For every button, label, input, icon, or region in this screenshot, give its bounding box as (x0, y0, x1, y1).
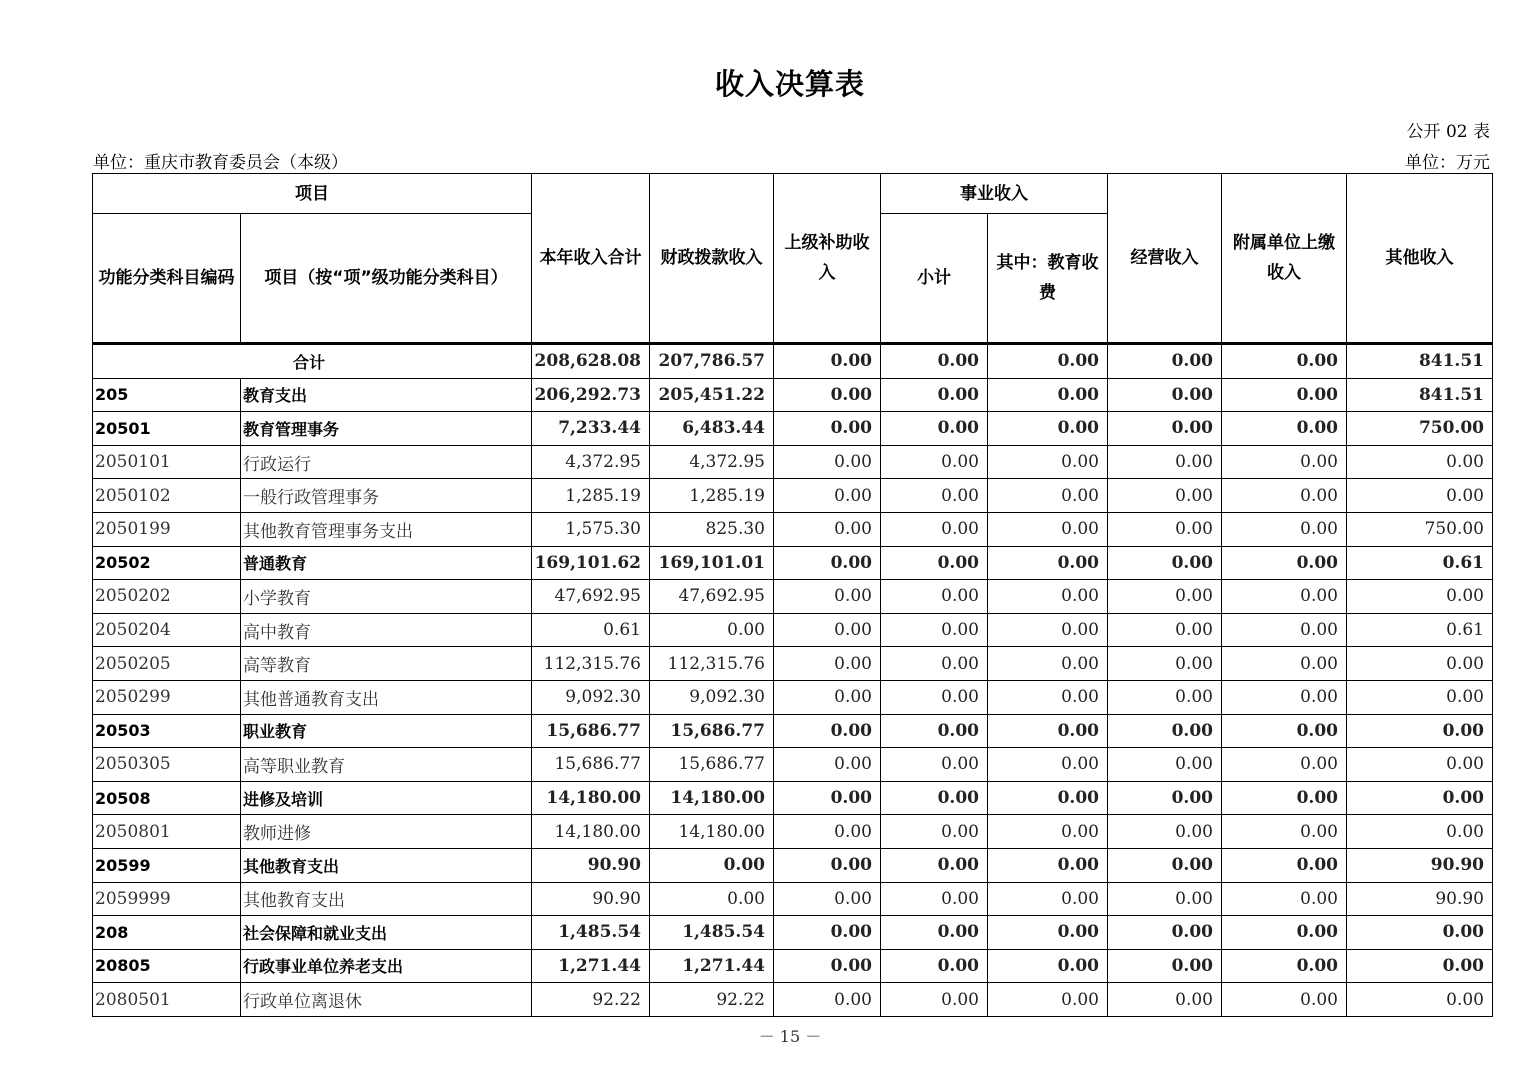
row-value: 15,686.77 (532, 714, 650, 748)
row-value: 0.00 (1108, 748, 1222, 782)
header-project: 项目 (93, 174, 532, 214)
header-superior: 上级补助收入 (774, 174, 881, 344)
table-row (93, 949, 1493, 983)
row-value: 0.00 (1347, 714, 1493, 748)
row-value: 750.00 (1347, 512, 1493, 546)
income-statement-table (92, 173, 1493, 1017)
table-row (93, 647, 1493, 681)
row-value: 0.00 (1222, 714, 1347, 748)
row-value: 15,686.77 (650, 714, 774, 748)
row-value: 0.00 (988, 916, 1108, 950)
row-name: 职业教育 (241, 714, 532, 748)
row-code: 2050305 (93, 748, 241, 782)
row-value: 0.00 (1347, 748, 1493, 782)
row-value: 0.00 (1108, 680, 1222, 714)
row-value: 92.22 (532, 983, 650, 1017)
row-value: 0.00 (1222, 412, 1347, 446)
row-value: 0.00 (774, 748, 881, 782)
row-value: 0.00 (988, 714, 1108, 748)
row-value: 0.00 (1347, 916, 1493, 950)
total-cell: 207,786.57 (650, 344, 774, 379)
table-row (93, 445, 1493, 479)
total-cell: 0.00 (988, 344, 1108, 379)
row-value: 0.00 (988, 815, 1108, 849)
row-name: 行政单位离退休 (241, 983, 532, 1017)
row-value: 0.00 (1222, 647, 1347, 681)
row-value: 0.00 (774, 580, 881, 614)
row-value: 0.00 (774, 983, 881, 1017)
row-value: 0.00 (988, 647, 1108, 681)
row-name: 其他教育支出 (241, 848, 532, 882)
row-code: 2050801 (93, 815, 241, 849)
row-value: 0.00 (650, 848, 774, 882)
row-value: 0.00 (1108, 815, 1222, 849)
row-value: 0.00 (774, 512, 881, 546)
row-value: 0.00 (1347, 479, 1493, 513)
row-value: 206,292.73 (532, 378, 650, 412)
row-value: 0.00 (881, 748, 988, 782)
row-value: 750.00 (1347, 412, 1493, 446)
row-value: 0.00 (881, 983, 988, 1017)
row-value: 0.00 (774, 714, 881, 748)
form-number: 公开 02 表 (1406, 122, 1490, 142)
row-value: 0.00 (988, 546, 1108, 580)
header-other: 其他收入 (1347, 174, 1493, 344)
row-name: 教育管理事务 (241, 412, 532, 446)
row-value: 0.00 (1108, 848, 1222, 882)
row-value: 0.00 (988, 445, 1108, 479)
row-value: 6,483.44 (650, 412, 774, 446)
row-value: 0.00 (1347, 815, 1493, 849)
header-business-group: 事业收入 (881, 174, 1108, 214)
row-value: 90.90 (532, 848, 650, 882)
row-value: 841.51 (1347, 378, 1493, 412)
row-value: 0.00 (774, 882, 881, 916)
row-value: 4,372.95 (650, 445, 774, 479)
row-value: 0.00 (1108, 378, 1222, 412)
row-value: 0.00 (1222, 983, 1347, 1017)
row-name: 教师进修 (241, 815, 532, 849)
row-value: 14,180.00 (532, 815, 650, 849)
row-value: 0.00 (881, 546, 988, 580)
total-row (93, 344, 1493, 379)
row-value: 0.00 (1222, 445, 1347, 479)
row-value: 0.00 (988, 748, 1108, 782)
row-value: 169,101.62 (532, 546, 650, 580)
row-value: 0.00 (988, 848, 1108, 882)
page-number: － 15 － (758, 1027, 822, 1046)
row-code: 205 (93, 378, 241, 412)
table-row (93, 882, 1493, 916)
row-value: 0.00 (774, 781, 881, 815)
row-code: 2050205 (93, 647, 241, 681)
row-value: 0.00 (1108, 882, 1222, 916)
row-name: 进修及培训 (241, 781, 532, 815)
table-row (93, 580, 1493, 614)
row-value: 0.00 (1222, 848, 1347, 882)
row-value: 0.00 (988, 378, 1108, 412)
row-value: 0.00 (988, 512, 1108, 546)
row-value: 1,485.54 (650, 916, 774, 950)
header-code: 功能分类科目编码 (93, 214, 241, 344)
row-value: 0.00 (1222, 882, 1347, 916)
row-value: 0.00 (881, 647, 988, 681)
row-value: 0.00 (1108, 613, 1222, 647)
unit-organization: 单位：重庆市教育委员会（本级） (93, 153, 348, 173)
row-value: 205,451.22 (650, 378, 774, 412)
row-value: 0.00 (881, 512, 988, 546)
row-value: 825.30 (650, 512, 774, 546)
header-subtotal: 小计 (881, 214, 988, 344)
table-row (93, 815, 1493, 849)
row-value: 0.00 (774, 815, 881, 849)
table-row (93, 680, 1493, 714)
row-code: 208 (93, 916, 241, 950)
row-code: 2059999 (93, 882, 241, 916)
row-value: 92.22 (650, 983, 774, 1017)
row-value: 0.00 (774, 378, 881, 412)
row-value: 0.00 (881, 949, 988, 983)
row-value: 0.00 (1222, 680, 1347, 714)
header-name: 项目（按“项”级功能分类科目） (241, 214, 532, 344)
row-value: 0.00 (1108, 512, 1222, 546)
row-value: 112,315.76 (532, 647, 650, 681)
row-name: 高中教育 (241, 613, 532, 647)
row-value: 1,285.19 (532, 479, 650, 513)
row-name: 社会保障和就业支出 (241, 916, 532, 950)
row-value: 0.00 (774, 680, 881, 714)
header-affiliated: 附属单位上缴收入 (1222, 174, 1347, 344)
table-row (93, 748, 1493, 782)
row-value: 0.00 (1222, 815, 1347, 849)
row-value: 7,233.44 (532, 412, 650, 446)
table-row (93, 983, 1493, 1017)
row-value: 47,692.95 (532, 580, 650, 614)
row-value: 0.00 (1222, 916, 1347, 950)
row-value: 1,271.44 (532, 949, 650, 983)
row-value: 0.00 (881, 680, 988, 714)
row-value: 47,692.95 (650, 580, 774, 614)
row-name: 普通教育 (241, 546, 532, 580)
row-name: 一般行政管理事务 (241, 479, 532, 513)
table-row (93, 479, 1493, 513)
row-value: 0.00 (988, 882, 1108, 916)
row-value: 0.00 (774, 412, 881, 446)
total-cell: 208,628.08 (532, 344, 650, 379)
row-value: 0.00 (988, 412, 1108, 446)
row-value: 0.00 (1108, 479, 1222, 513)
table-row (93, 714, 1493, 748)
row-value: 0.00 (774, 848, 881, 882)
row-value: 1,285.19 (650, 479, 774, 513)
row-value: 0.00 (1108, 647, 1222, 681)
table-row (93, 848, 1493, 882)
row-code: 2050102 (93, 479, 241, 513)
row-value: 0.00 (1108, 781, 1222, 815)
row-value: 0.00 (1222, 580, 1347, 614)
row-value: 0.00 (1108, 916, 1222, 950)
row-value: 0.00 (1108, 580, 1222, 614)
row-value: 0.00 (1108, 546, 1222, 580)
row-value: 4,372.95 (532, 445, 650, 479)
page-title: 收入决算表 (714, 67, 865, 101)
unit-currency: 单位：万元 (1405, 153, 1490, 173)
header-total: 本年收入合计 (532, 174, 650, 344)
row-value: 0.00 (1222, 546, 1347, 580)
row-value: 14,180.00 (650, 781, 774, 815)
total-cell: 0.00 (1108, 344, 1222, 379)
row-value: 9,092.30 (532, 680, 650, 714)
row-value: 1,271.44 (650, 949, 774, 983)
row-value: 0.00 (774, 546, 881, 580)
row-value: 0.00 (774, 949, 881, 983)
row-value: 90.90 (532, 882, 650, 916)
row-value: 0.00 (1222, 781, 1347, 815)
row-value: 0.61 (1347, 613, 1493, 647)
header-edu-fee: 其中：教育收费 (988, 214, 1108, 344)
row-value: 0.00 (881, 882, 988, 916)
row-value: 0.00 (1108, 445, 1222, 479)
row-value: 0.00 (650, 882, 774, 916)
total-cell: 841.51 (1347, 344, 1493, 379)
row-value: 90.90 (1347, 848, 1493, 882)
row-code: 20501 (93, 412, 241, 446)
table-row (93, 546, 1493, 580)
table-row (93, 781, 1493, 815)
row-name: 其他普通教育支出 (241, 680, 532, 714)
table-row (93, 412, 1493, 446)
row-code: 20503 (93, 714, 241, 748)
row-value: 0.00 (1108, 983, 1222, 1017)
row-value: 0.00 (1222, 512, 1347, 546)
row-value: 1,485.54 (532, 916, 650, 950)
row-value: 0.00 (774, 445, 881, 479)
row-value: 0.00 (881, 479, 988, 513)
row-value: 0.61 (532, 613, 650, 647)
row-code: 2050299 (93, 680, 241, 714)
row-value: 0.00 (988, 680, 1108, 714)
total-label: 合计 (93, 344, 532, 379)
row-value: 0.00 (881, 412, 988, 446)
row-value: 0.00 (1347, 647, 1493, 681)
row-value: 0.00 (774, 479, 881, 513)
table-row (93, 378, 1493, 412)
row-code: 2050204 (93, 613, 241, 647)
row-value: 0.00 (1222, 748, 1347, 782)
row-value: 0.00 (881, 378, 988, 412)
row-value: 0.00 (774, 613, 881, 647)
row-value: 0.00 (988, 949, 1108, 983)
header-operating: 经营收入 (1108, 174, 1222, 344)
row-code: 2080501 (93, 983, 241, 1017)
row-name: 高等职业教育 (241, 748, 532, 782)
row-code: 20599 (93, 848, 241, 882)
row-value: 0.00 (988, 479, 1108, 513)
row-value: 14,180.00 (532, 781, 650, 815)
row-value: 0.00 (881, 580, 988, 614)
row-value: 15,686.77 (650, 748, 774, 782)
row-code: 20805 (93, 949, 241, 983)
row-value: 0.00 (881, 714, 988, 748)
header-fiscal: 财政拨款收入 (650, 174, 774, 344)
row-value: 0.00 (1222, 378, 1347, 412)
row-code: 20508 (93, 781, 241, 815)
row-value: 0.00 (1347, 949, 1493, 983)
row-value: 0.00 (1108, 412, 1222, 446)
row-value: 0.00 (650, 613, 774, 647)
table-row (93, 916, 1493, 950)
row-value: 0.00 (774, 916, 881, 950)
row-value: 112,315.76 (650, 647, 774, 681)
row-value: 0.00 (881, 916, 988, 950)
total-cell: 0.00 (774, 344, 881, 379)
row-value: 0.00 (881, 613, 988, 647)
row-value: 1,575.30 (532, 512, 650, 546)
row-value: 0.00 (1347, 680, 1493, 714)
row-code: 2050202 (93, 580, 241, 614)
row-value: 0.00 (881, 848, 988, 882)
table-row (93, 613, 1493, 647)
row-value: 0.00 (774, 647, 881, 681)
row-value: 0.00 (1108, 714, 1222, 748)
row-name: 小学教育 (241, 580, 532, 614)
total-cell: 0.00 (1222, 344, 1347, 379)
row-value: 0.00 (1347, 983, 1493, 1017)
row-value: 15,686.77 (532, 748, 650, 782)
row-value: 0.00 (1108, 949, 1222, 983)
row-value: 0.00 (988, 613, 1108, 647)
row-code: 2050199 (93, 512, 241, 546)
row-value: 0.00 (988, 983, 1108, 1017)
row-value: 0.00 (988, 781, 1108, 815)
row-value: 0.00 (1222, 479, 1347, 513)
row-value: 0.00 (1347, 445, 1493, 479)
row-value: 0.00 (881, 445, 988, 479)
row-name: 行政事业单位养老支出 (241, 949, 532, 983)
row-name: 其他教育支出 (241, 882, 532, 916)
table-row (93, 512, 1493, 546)
row-value: 90.90 (1347, 882, 1493, 916)
row-value: 0.00 (1222, 949, 1347, 983)
row-code: 20502 (93, 546, 241, 580)
row-value: 0.00 (881, 815, 988, 849)
row-value: 0.00 (1347, 580, 1493, 614)
row-value: 169,101.01 (650, 546, 774, 580)
row-name: 教育支出 (241, 378, 532, 412)
row-name: 高等教育 (241, 647, 532, 681)
row-value: 0.61 (1347, 546, 1493, 580)
row-value: 0.00 (1222, 613, 1347, 647)
row-value: 14,180.00 (650, 815, 774, 849)
row-value: 0.00 (988, 580, 1108, 614)
row-name: 其他教育管理事务支出 (241, 512, 532, 546)
row-value: 0.00 (881, 781, 988, 815)
row-value: 0.00 (1347, 781, 1493, 815)
total-cell: 0.00 (881, 344, 988, 379)
row-name: 行政运行 (241, 445, 532, 479)
row-value: 9,092.30 (650, 680, 774, 714)
row-code: 2050101 (93, 445, 241, 479)
